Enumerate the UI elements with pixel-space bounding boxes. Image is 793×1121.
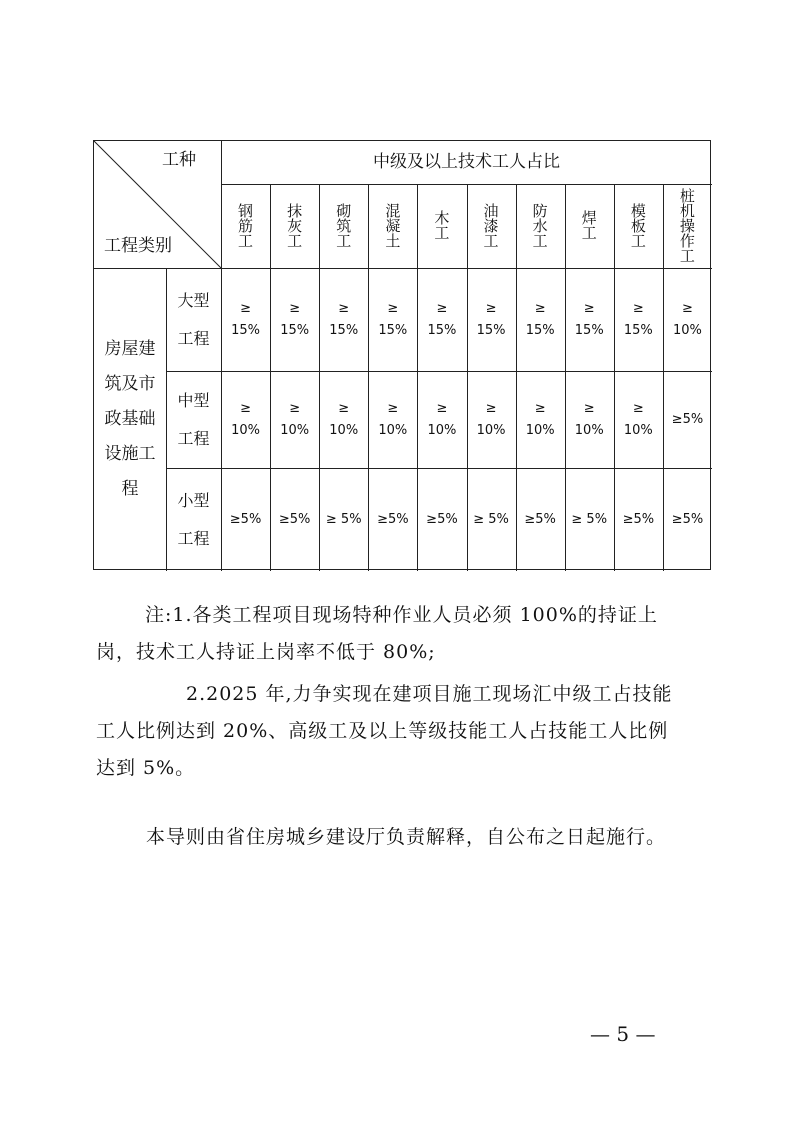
ratio-value: ≥ 5% — [473, 511, 509, 527]
category-line: 政基础 — [104, 409, 156, 429]
ratio-value: ≥ 10% — [623, 400, 653, 438]
ratio-value: ≥ 15% — [231, 300, 260, 338]
trade-label: 砌筑工 — [336, 201, 352, 250]
closing-statement: 本导则由省住房城乡建设厅负责解释，自公布之日起施行。 — [146, 826, 667, 848]
ratio-value: ≥ 15% — [574, 300, 604, 338]
trade-header — [516, 184, 565, 268]
ratio-value: ≥5% — [229, 511, 262, 527]
trade-header — [417, 184, 466, 268]
trade-header — [663, 184, 712, 268]
skill-ratio-table — [93, 140, 711, 570]
ratio-value: ≥ 15% — [525, 300, 555, 338]
group-header: 中级及以上技术工人占比 — [373, 152, 560, 172]
category-line: 房屋建 — [104, 339, 156, 359]
note-line-4: 工人比例达到 20%、高级工及以上等级技能工人占技能工人比例 — [96, 720, 669, 742]
page-number: — 5 — — [590, 1022, 656, 1046]
ratio-value: ≥ 15% — [427, 300, 457, 338]
trade-label: 油漆工 — [483, 201, 499, 250]
note-line-2: 岗，技术工人持证上岗率不低于 80%; — [96, 641, 436, 663]
category-cell — [94, 268, 166, 571]
note-line-5: 达到 5%。 — [96, 757, 196, 779]
ratio-value: ≥ 15% — [378, 300, 408, 338]
trade-header — [467, 184, 516, 268]
corner-label-trade: 工种 — [162, 149, 196, 170]
scale-medium — [166, 371, 221, 468]
ratio-value: ≥5% — [426, 511, 458, 527]
trade-label: 焊工 — [581, 209, 597, 242]
note-line-3: 2.2025 年,力争实现在建项目施工现场汇中级工占技能 — [186, 683, 673, 705]
scale-label: 工程 — [177, 328, 210, 348]
ratio-value: ≥5% — [622, 511, 655, 527]
trade-header — [319, 184, 368, 268]
ratio-value: ≥ 15% — [623, 300, 653, 338]
category-line: 设施工 — [104, 444, 156, 464]
ratio-value: ≥ 10% — [280, 400, 310, 438]
trade-header — [368, 184, 417, 268]
ratio-value: ≥5% — [671, 411, 704, 427]
ratio-value: ≥ 10% — [476, 400, 506, 438]
ratio-value: ≥ 15% — [476, 300, 506, 338]
corner-label-category: 工程类别 — [104, 235, 172, 256]
category-line: 程 — [121, 479, 139, 499]
trade-label: 混凝土 — [385, 201, 401, 250]
note-line-1: 注:1.各类工程项目现场特种作业人员必须 100%的持证上 — [145, 604, 658, 626]
trade-label: 抹灰工 — [287, 201, 303, 250]
scale-label: 中型 — [177, 390, 210, 410]
ratio-value: ≥ 5% — [325, 511, 362, 527]
category-line: 筑及市 — [104, 374, 156, 394]
ratio-value: ≥ 10% — [231, 400, 260, 438]
trade-label: 木工 — [434, 209, 450, 242]
scale-label: 工程 — [177, 528, 210, 548]
scale-large — [166, 268, 221, 371]
ratio-value: ≥ 10% — [329, 400, 359, 438]
trade-header — [270, 184, 319, 268]
scale-label: 小型 — [177, 490, 210, 510]
ratio-value: ≥ 15% — [280, 300, 310, 338]
ratio-value: ≥ 15% — [329, 300, 359, 338]
trade-label: 防水工 — [532, 201, 548, 250]
trade-label: 模板工 — [630, 201, 646, 250]
ratio-value: ≥ 10% — [672, 300, 702, 338]
trade-header — [565, 184, 614, 268]
trade-header — [221, 184, 270, 268]
ratio-value: ≥ 10% — [525, 400, 555, 438]
ratio-value: ≥ 10% — [574, 400, 604, 438]
ratio-value: ≥5% — [377, 511, 409, 527]
ratio-value: ≥5% — [278, 511, 311, 527]
scale-label: 工程 — [177, 428, 210, 448]
ratio-value: ≥ 5% — [571, 511, 608, 527]
trade-header — [614, 184, 663, 268]
scale-label: 大型 — [177, 290, 210, 310]
ratio-value: ≥5% — [671, 511, 704, 527]
ratio-value: ≥ 10% — [427, 400, 457, 438]
trade-label: 桩机操作工 — [679, 186, 695, 265]
scale-small — [166, 468, 221, 571]
ratio-value: ≥ 10% — [378, 400, 408, 438]
ratio-value: ≥5% — [524, 511, 556, 527]
trade-label: 钢筋工 — [238, 201, 254, 250]
